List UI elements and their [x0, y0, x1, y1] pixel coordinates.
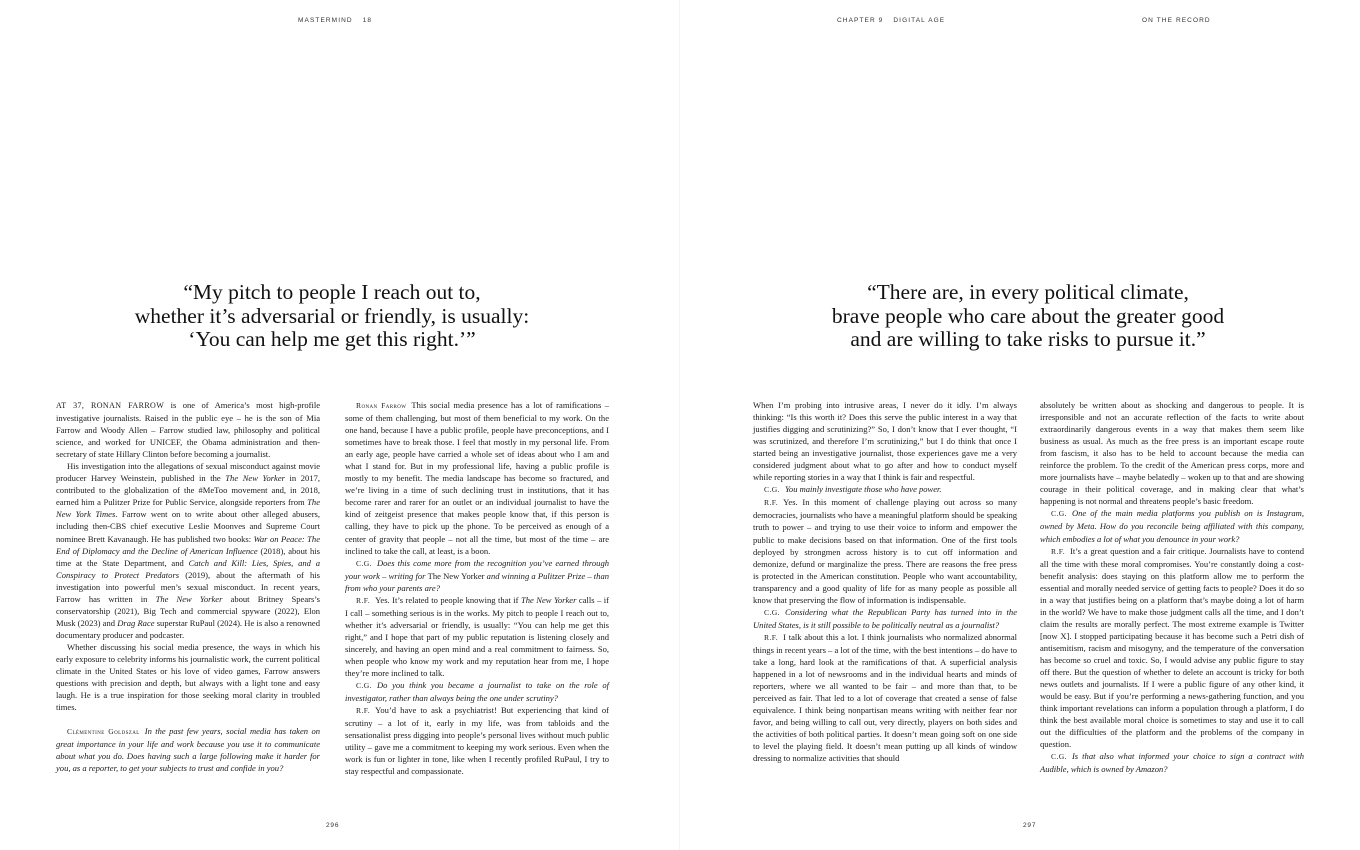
- intro-paragraph: Whether discussing his social media presence, the ways in which his early exposure to celebrity informs his journalistic work, the current political climate in the United States or his love of video games, Farrow answers questions with precision and depth, but always with a light tone and easy laugh. He is a true inspiration for those seeking moral clarity in troubled times.: [56, 641, 320, 713]
- speaker-label: R.F.: [764, 632, 779, 642]
- right-pullquote: [728, 281, 1328, 352]
- answer: Ronan Farrow This social media presence has a lot of ramifications – some of them challenging, but most of them beneficial to my work. On the one hand, because I have a public profile, people have preconceptions, and I sometimes have to break those. I feel that mostly in my personal life. From an early age, people have carried a whole set of ideas about who I am and what I stand for. But in my professional life, having a public profile is mostly to my benefit. The media landscape has become so fractured, and we’re living in a time of such declining trust in institutions, that it has become rarer and rarer for an outlet or an individual journalist to have the kind of zeitgeist presence that makes people know that, if this person is calling, they have to pick up the phone. To be perceived as enough of a center of gravity that people – not all the time, but most of the time – are inclined to take the call, at least, is a boon.: [345, 400, 609, 556]
- question: C.G. Is that also what informed your choice to sign a contract with Audible, which is owned by Amazon?: [1040, 751, 1304, 775]
- speaker-label: Clémentine Goldszal: [67, 727, 140, 737]
- pullquote-line: ‘You can help me get this right.’”: [188, 327, 476, 351]
- right-running-head-chapter: [837, 17, 945, 24]
- answer: R.F. Yes. In this moment of challenge playing out across so many democracies, journalists who have a meaningful platform should be speaking truth to power – and trying to use their voice to inform and empower the public to make decisions based on that information. One of the first tools deployed by strongmen across history is to cut off information and demonize, defund or marginalize the press. There are reasons the free press is protected in the American constitution. People who want accountability, transparency and a good quality of life for as many people as possible all know that preserving the flow of information is indispensable.: [753, 497, 1017, 605]
- answer-continued: When I’m probing into intrusive areas, I never do it idly. I’m always thinking: “Is this worth it? Does this serve the public interest in a way that justifies digging and scrutinizing?” So, I don’t know that I ever thought, “I was scrutinized, and therefore I’m scrutinizing,” but I do think that once I started being an investigative journalist, those experiences gave me a very considered judgment about what to go after and how to conduct myself while reporting stories in a way that I think is fair and respectful.: [753, 400, 1017, 483]
- pullquote-line: “There are, in every political climate,: [867, 280, 1189, 304]
- question: C.G. Do you think you became a journalist to take on the role of investigator, rather than always being the one under scrutiny?: [345, 680, 609, 704]
- speaker-label: C.G.: [764, 485, 780, 495]
- speaker-label: C.G.: [356, 681, 372, 691]
- speaker-label: C.G.: [764, 607, 780, 617]
- speaker-label: Ronan Farrow: [356, 401, 407, 410]
- pullquote-line: whether it’s adversarial or friendly, is usually:: [134, 303, 530, 328]
- running-head-title: DIGITAL AGE: [893, 17, 946, 24]
- speaker-label: R.F.: [1051, 546, 1066, 556]
- page-number: 297: [1023, 822, 1037, 829]
- intro-paragraph: AT 37, RONAN FARROW is one of America’s most high-profile investigative journalists. Raised in the public eye – he is the son of Mia Farrow and Woody Allen – Farrow studied law, philosophy and political science, and worked for UNICEF, the Obama administration and then-secretary of state Hillary Clinton before becoming a journalist.: [56, 400, 321, 460]
- answer: R.F. I talk about this a lot. I think journalists who normalized abnormal things in recent years – a lot of the time, with the best intentions – do have to take a long, hard look at the ramifications of that. A superficial analysis happened in a lot of newsrooms and in the individual hearts and minds of reporters, where we all wanted to be fair – and more than that, to be perceived as fair. That led to a lot of coverage that created a sense of false equivalence. I think being nonpartisan means writing with neither fear nor favor, and being willing to call out, very directly, players on both sides and the activities of both political parties. It doesn’t mean going soft on one side to level the playing field. It doesn’t mean putting up all kinds of window dressing to normalize activities that should: [753, 631, 1017, 764]
- answer-continued: absolutely be written about as shocking and dangerous to people. It is irresponsible and not an accurate reflection of the facts to write about extraordinarily dangerous events in a way that makes them seem like business as usual. As much as the free press is an important escape route from fascism, it also has to be held to account because the media can reinforce the problem. To the credit of the American press corps, more and more journalists have – maybe belatedly – woken up to that and are showing courage in their political coverage, and in making clear that what’s happening is not normal and threatens people’s basic freedom.: [1040, 400, 1304, 507]
- right-column-2: [1040, 399, 1304, 775]
- right-page: [680, 0, 1360, 850]
- running-head-chapter: CHAPTER 9: [837, 17, 884, 24]
- speaker-label: R.F.: [764, 498, 779, 508]
- question: Clémentine Goldszal In the past few years, social media has taken on great importance in your life and work because you use it to communicate about what you do. Does having such a large following make it harder for you, as a reporter, to get your subjects to trust and confide in you?: [56, 726, 320, 774]
- intro-paragraph: His investigation into the allegations of sexual misconduct against movie producer Harvey Weinstein, published in the The New Yorker in 2017, contributed to the globalization of the #MeToo movement and, in 2018, earned him a Pulitzer Prize for Public Service, alongside reporters from The New York Times. Farrow went on to write about other alleged abusers, including then-CBS chief executive Leslie Moonves and Supreme Court nominee Brett Kavanaugh. He has published two books: War on Peace: The End of Diplomacy and the Decline of American Influence (2018), about his time at the State Department, and Catch and Kill: Lies, Spies, and a Conspiracy to Protect Predators (2019), about the aftermath of his investigation into powerful men’s sexual misconduct. In recent years, Farrow has written in The New Yorker about Britney Spears’s conservatorship (2021), Big Tech and commercial spyware (2022), Elon Musk (2023) and Drag Race superstar RuPaul (2024). He is also a renowned documentary producer and podcaster.: [56, 461, 321, 640]
- speaker-label: C.G.: [1051, 752, 1067, 762]
- left-column-1: [56, 399, 320, 774]
- answer: R.F. Yes. It’s related to people knowing that if The New Yorker calls – if I call – something serious is in the works. My pitch to people I reach out to, whether it’s adversarial or friendly, is usually: “You can help me get this right,” and I hope that part of my public reputation is listening closely and sincerely, and having an open mind and a real commitment to fairness. So, when people who know my work and my reputation hear from me, I hope they’re more inclined to talk.: [345, 594, 610, 679]
- speaker-label: R.F.: [356, 706, 371, 716]
- pullquote-line: brave people who care about the greater good: [831, 303, 1225, 328]
- right-column-1: [753, 399, 1017, 764]
- question: C.G. Does this come more from the recognition you’ve earned through your work – writing for The New Yorker and winning a Pulitzer Prize – than from who your parents are?: [345, 557, 610, 593]
- speaker-label: C.G.: [1051, 509, 1067, 519]
- answer: R.F. It’s a great question and a fair critique. Journalists have to contend all the time with these moral compromises. You’re constantly doing a cost-benefit analysis: does staying on this platform allow me to perform the essential and morally needed service of getting facts to people? Does it do so in a way that justifies being on a platform that’s maybe doing a lot of harm in the world? We have to make those judgment calls all the time, and I don’t claim the results are morally perfect. The most extreme example is Twitter [now X]. I stopped participating because it has become such a Petri dish of antisemitism, racism and misogyny, and the temperature of the conversation has become so cruel and toxic. So, I would advise any public figure to stay off there. But the question of whether to delete an account is tricky for both news outlets and journalists. If I were a public figure of any other kind, it would be easy. But if you’re performing a news-gathering function, and you think important revelations can inform a population through a platform, I do think the best available moral choice is sometimes to stay and use it to call out the difficulties of the platform and the problems of the company in question.: [1040, 545, 1304, 750]
- speaker-label: C.G.: [356, 558, 372, 568]
- left-column-2: [345, 399, 609, 777]
- pullquote-line: “My pitch to people I reach out to,: [183, 280, 481, 304]
- question: C.G. You mainly investigate those who have power.: [764, 484, 942, 495]
- answer: R.F. You’d have to ask a psychiatrist! But experiencing that kind of scrutiny – a lot of it, early in my life, was from tabloids and the sensationalist press digging into people’s personal lives without much public utility – gave me a commitment to keeping my work serious. Even when the work is fun or lighter in tone, like when I recently profiled RuPaul, I try to stay respectful and compassionate.: [345, 705, 609, 777]
- right-running-head-section: ON THE RECORD: [1142, 17, 1211, 24]
- question: C.G. One of the main media platforms you publish on is Instagram, owned by Meta. How do you reconcile being affiliated with this company, which embodies a lot of what you denounce in your work?: [1040, 508, 1304, 544]
- speaker-label: R.F.: [356, 595, 371, 605]
- intro-lead-in: AT 37, RONAN FARROW: [56, 401, 165, 410]
- left-running-head: [298, 17, 372, 24]
- running-head-number: 18: [362, 17, 373, 24]
- page-number: 296: [326, 822, 340, 829]
- question: C.G. Considering what the Republican Party has turned into in the United States, is it still possible to be politically neutral as a journalist?: [753, 606, 1017, 630]
- running-head-section: MASTERMIND: [298, 17, 353, 24]
- left-pullquote: [32, 281, 632, 352]
- pullquote-line: and are willing to take risks to pursue it.”: [850, 327, 1206, 351]
